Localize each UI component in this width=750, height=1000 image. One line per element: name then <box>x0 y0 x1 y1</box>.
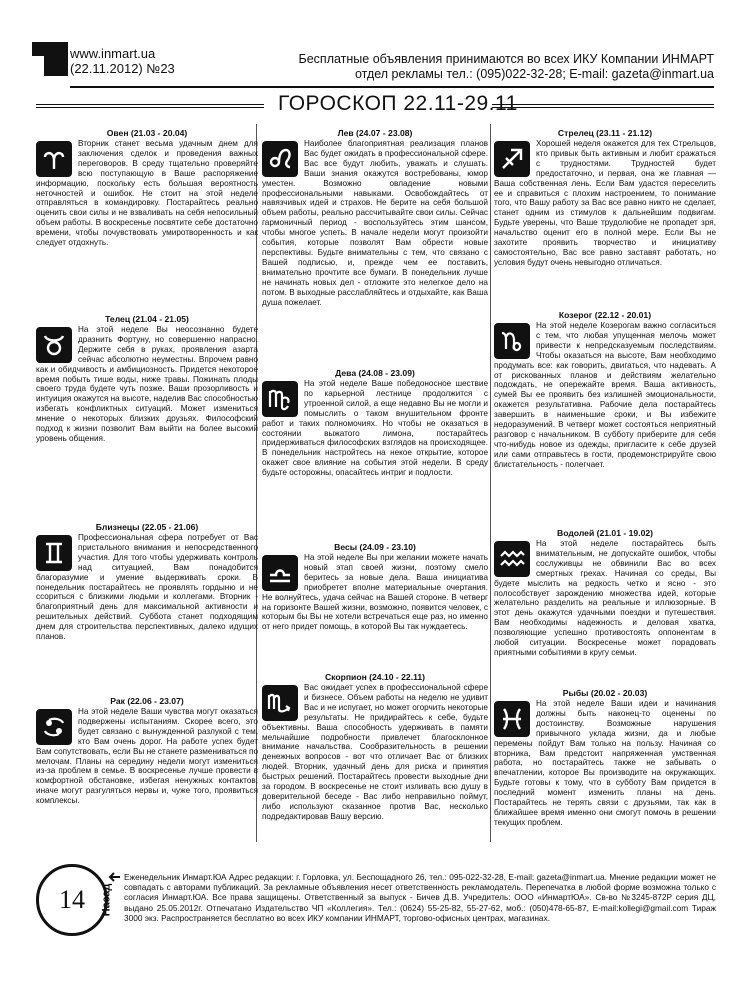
header-arrow-icon <box>30 40 70 80</box>
sign-scorpio <box>262 672 488 822</box>
title-rule-right <box>492 104 714 108</box>
sign-text: На этой неделе Вы при желании можете начать новый этап своей жизни, поэтому смело беритесь за новые дела. Ваша инициатива приобретет вполне материальные очертания. Не волнуйтесь, удача сейчас на Вашей стороне. В четверг на горизонте Вашей жизни, возможно, появится человек, с которым бы Вы не хотели встречаться еще раз, но именно от него придет помощь, в которой Вы так нуждаетесь. <box>262 553 488 632</box>
sign-text: На этой неделе Ваши идеи и начинания должны быть наконец-то оценены по достоинству. Возможные нарушения привычного уклада жизни, да и любые перемены пойдут Вам только на пользу. Начиная со вторника, Вам предстоит напряженная умственная работа, но постарайтесь также не забывать о впечатлении, которое Вы производите на окружающих. Будьте готовы к тому, что в субботу Вам придется в последний момент изменить планы на день. Постарайтесь не терять связи с друзьями, так как в ближайшее время именно они смогут помочь в решении текущих проблем. <box>494 699 716 827</box>
sign-sagittarius <box>494 128 716 268</box>
ads-line-2: отдел рекламы тел.: (095)022-32-28; E-mail: gazeta@inmart.ua <box>354 67 714 81</box>
column-divider <box>490 124 491 842</box>
sign-heading: Рак (22.06 - 23.07) <box>110 696 184 706</box>
sign-heading: Скорпион (24.10 - 22.11) <box>324 672 426 682</box>
sign-text: Наиболее благоприятная реализация планов Вас будет ожидать в профессиональной сфере. Вас все будут любить, уважать и слушать. Ваши знания окажутся востребованы, юмор уместен. Возможно овладение новыми профессиональными навыками. Освобождайтесь от навязчивых идей и страхов. Не берите на себя большой объем работы, реально рассчитывайте свои силы. Сейчас гармоничный период - воспользуйтесь этим шансом, чтобы многое успеть. В начале недели могут произойти события, которые позволят Вам обрести новые перспективы. Будьте внимательны с тем, что связано с Вашей подписью, и, прежде чем ее поставить, внимательно прочтите все бумаги. В понедельник лучше не начинать новых дел - отложите это нелегкое дело на потом. В выходные расслабляйтесь и отдыхайте, как Ваша душа пожелает. <box>262 139 488 307</box>
sign-heading: Дева (24.08 - 23.09) <box>335 368 415 378</box>
back-label: Назад <box>100 883 113 917</box>
cancer-icon <box>36 709 72 745</box>
aquarius-icon <box>494 541 530 577</box>
sign-cancer <box>36 696 258 806</box>
ads-line-1: Бесплатные объявления принимаются во всех ИКУ Компании ИНМАРТ <box>298 52 714 66</box>
sign-aquarius <box>494 528 716 658</box>
capricorn-icon <box>494 323 530 359</box>
virgo-icon <box>262 381 298 417</box>
sign-text: На этой неделе постарайтесь быть внимательным, не допускайте ошибок, чтобы сослуживцы не обвинили Вас во всех смертных грехах. Начиная со среды, Вы будете мыслить на редкость четко и ясно - это полособствует зарождению множества идей, которые желательно разделить на реальные и иллюзорные. В этот день окажутся удачными поездки и путешествия. Вам необходимы надежность и деловая хватка, позволяющие успешно противостоять оппонентам в любой ситуации. Воскресенье может порадовать приятными событиями в кругу семьи. <box>494 539 716 657</box>
sign-text: Профессиональная сфера потребует от Вас пристального внимания и непосредственного участия. Для того чтобы удерживать контроль над ситуацией, Вам понадобится благоразумие и умение выдерживать сроки. В понедельник постарайтесь не проявлять гордыню и не ссориться с близкими людьми и коллегами. Вторник - благоприятный день для максимальной активности и решительных действий. Суббота станет подходящим днем для строительства перспективных, далеко идущих планов. <box>36 533 258 642</box>
sign-gemini <box>36 522 258 642</box>
sign-taurus <box>36 314 258 444</box>
aries-icon <box>36 141 72 177</box>
sign-heading: Лев (24.07 - 23.08) <box>337 128 413 138</box>
back-button[interactable] <box>100 870 124 926</box>
sign-text: Хорошей неделя окажется для тех Стрельцов, кто привык быть активным и любит сражаться с трудностями. Трудностей будет предостаточно, и первая, она же главная — Ваша собственная лень. Если Вам удастся переселить ее и справиться с плохим настроением, то понимание того, что Вашу работу за Вас все равно никто не сделает, станет одним из стимулов к дальнейшим подвигам. Будьте уверены, что Ваше трудолюбие не пропадет зря, начальство оценит его в полной мере. Если Вы не захотите проявить творчество и инициативу самостоятельно, Вас все равно заставят работать, но условия будут очень невыгодно отличаться. <box>494 139 716 267</box>
sign-text: На этой неделе Вы неосознанно будете дразнить Фортуну, но совершенно напрасно. Держите себя в руках, проявления азарта сейчас абсолютно неуместны. Впрочем равно как и обидчивость и амбициозность. Придется некоторое время побыть тише воды, ниже травы. Пожинать плоды своего труда будете чуть позже. Ваши прозорливость и интуиция окажутся на высоте, наделив Вас способностью избегать конфликтных ситуаций. Может измениться мнение о некоторых близких друзьях. Философский подход к жизни позволит Вам выйти на более высокий уровень общения. <box>36 325 258 443</box>
sign-pisces <box>494 688 716 828</box>
header-rule <box>70 86 714 88</box>
sign-text: Вторник станет весьма удачным днем для заключения сделок и проведения важных переговоров. В среду тщательно проверяйте всю поступающую в Ваше распоряжение информацию, поскольку есть большая вероятность неточностей и ошибок. Не стоит на этой неделе отправляться в командировку. Постарайтесь реально оценить свои силы и не взваливать на себя непосильный объем работы. В воскресенье посвятите себе достаточно времени, чтобы почувствовать умиротворенность и как следует отдохнуть. <box>36 139 258 248</box>
title-row <box>36 92 714 118</box>
pisces-icon <box>494 701 530 737</box>
page-number: 14 <box>36 864 108 936</box>
page-title: ГОРОСКОП 22.11-29.11 <box>278 92 518 115</box>
title-rule-left <box>36 104 264 108</box>
taurus-icon <box>36 327 72 363</box>
issue-number: (22.11.2012) №23 <box>70 61 175 76</box>
scorpio-icon <box>262 685 298 721</box>
arrow-left-icon <box>108 870 122 884</box>
sign-text: Вас ожидает успех в профессиональной сфере и бизнесе. Объем работы на неделю не удивит Вас и не испугает, но может огорчить некоторые результаты. Не придирайтесь к себе, будьте объективны. Ваша способность удерживать в памяти мельчайшие подробности привлечет благосклонное внимание начальства. Сообразительность в решении денежных вопросов - вот что отличает Вас от близких людей. Вторник, удачный день для риска и принятия быстрых решений. Постарайтесь провести выходные дни за городом. В воскресенье не стоит изливать всю душу в доверительной беседе - Вас либо неправильно поймут, либо используют сказанное против Вас, несколько подредактировав Вашу версию. <box>262 683 488 821</box>
footer-imprint: Еженедельник Инмарт.ЮА Адрес редакции: г. Горловка, ул. Беспощадного 26, тел.: 095-022-32-28, E-mail: gazeta@inmart.ua. Мнение редакции может не совпадать с авторами публикаций. За рекламные объявления несет ответственность рекламодатель. Перепечатка в любой форме возможна только с согласия Инмарт.ЮА. Все права защищены. Ответственный за выпуск - Бичев Д.В. Учредитель: ООО «ИнмартЮА». Св-во №3245-872Р серия ДЦ, выдано 25.05.2012г. Отпечатано Издательство ЧП «Коллегия». Тел.: (0624) 55-25-82, 55-27-62, моб.: (050)478-65-87, E-mail:kollegi@gmail.com Тираж 3000 экз. Распространяется бесплатно во всех ИКУ компании ИНМАРТ, торгово-офисных центрах, магазинах. <box>124 872 716 923</box>
sign-text: На этой неделе Ваши чувства могут оказаться подвержены испытаниям. Скорее всего, это будет связано с вынужденной разлукой с тем, кто Вам очень дорог. На работе успех будет Вам сопутствовать, если Вы не станете размениваться по мелочам. Планы на середину недели могут измениться из-за проблем в семье. В воскресенье лучше провести в комфортной обстановке, избегая ненужных контактов, иначе могут разгуляться нервы и, чуже того, проявиться комплексы. <box>36 707 259 806</box>
sign-aries <box>36 128 258 248</box>
leo-icon <box>262 141 298 177</box>
sign-heading: Стрелец (23.11 - 21.12) <box>557 128 653 138</box>
site-url[interactable]: www.inmart.ua <box>70 46 156 61</box>
sign-heading: Близнецы (22.05 - 21.06) <box>95 522 199 532</box>
sign-text: На этой неделе Ваше победоносное шествие по карьерной лестнице продолжится с утроенной силой, а еще недавно Вы не могли и помыслить о таком внушительном фронте работ и таких полномочиях. Но чтобы не оказаться в состоянии выжатого лимона, постарайтесь придерживаться философских взглядов на происходящее. В понедельник настройтесь на некое открытие, которое окажет свое влияние на события этой недели. В среду будьте осторожны, опасайтесь интриг и подлости. <box>262 379 488 478</box>
sign-heading: Рыбы (20.02 - 20.03) <box>562 688 648 698</box>
header-site-block <box>70 46 175 76</box>
sign-text: На этой неделе Козерогам важно согласиться с тем, что любая упущенная мелочь может привести к непредсказуемым последствиям. Чтобы оказаться на высоте, Вам необходимо продумать все: как говорить, двигаться, что надевать. А от рискованных планов и действиям желательно подождать, не опережайте время. Ваша активность, сумей Вы ее проявить без излишней эмоциональности, окажется результативна. Рабочие дела постарайтесь завершить в наименьшие сроки, и Вы избежите недоразумений. В четверг может состояться неприятный разговор с начальником. В субботу приберите для себя что-нибудь новое из одежды, пригласите к себе друзей или сами отправьтесь в гости, продемонстрируйте свою блистательность - полегчает. <box>494 321 716 469</box>
sign-heading: Телец (21.04 - 21.05) <box>105 314 189 324</box>
sign-virgo <box>262 368 488 478</box>
sign-heading: Водолей (21.01 - 19.02) <box>557 528 653 538</box>
sign-libra <box>262 542 488 632</box>
sign-heading: Козерог (22.12 - 20.01) <box>558 310 652 320</box>
sign-heading: Весы (24.09 - 23.10) <box>334 542 416 552</box>
sign-leo <box>262 128 488 307</box>
header-ads-block <box>299 52 714 82</box>
sign-heading: Овен (21.03 - 20.04) <box>106 128 188 138</box>
gemini-icon <box>36 535 72 571</box>
sagittarius-icon <box>494 141 530 177</box>
sign-capricorn <box>494 310 716 470</box>
libra-icon <box>262 555 298 591</box>
